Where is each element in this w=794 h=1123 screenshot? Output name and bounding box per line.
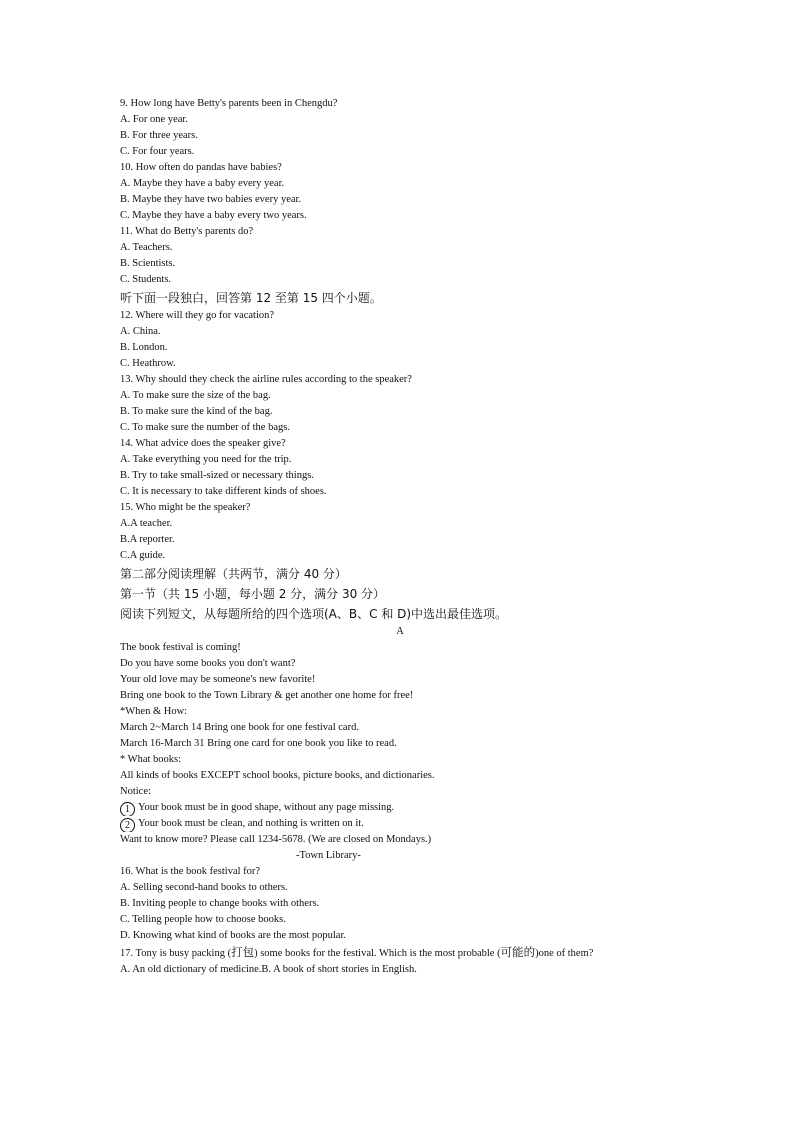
question-14: 14. What advice does the speaker give?	[120, 438, 286, 449]
passage-label: A	[396, 626, 404, 637]
passage-line: All kinds of books EXCEPT school books, picture books, and dictionaries.	[120, 770, 435, 781]
option-11b: B. Scientists.	[120, 258, 176, 269]
notice-item-2	[120, 816, 680, 832]
option-10b: B. Maybe they have two babies every year.	[120, 194, 302, 205]
passage-line: March 16-March 31 Bring one card for one book you like to read.	[120, 738, 397, 749]
passage-line: Notice:	[120, 786, 151, 797]
question-17	[120, 944, 680, 962]
question-13: 13. Why should they check the airline rules according to the speaker?	[120, 374, 412, 385]
option-13c: C. To make sure the number of the bags.	[120, 422, 290, 433]
question-17-text: ) some books for the festival. Which is the most probable (	[254, 948, 501, 959]
option-15a: A.A teacher.	[120, 518, 173, 529]
notice-text: Your book must be in good shape, without any page missing.	[138, 802, 395, 813]
circled-number-1: 1	[120, 802, 135, 816]
question-17-text: 17. Tony is busy packing (	[120, 948, 232, 959]
passage-line: * What books:	[120, 754, 182, 765]
monologue-instruction: 听下面一段独白，回答第 12 至第 15 四个小题。	[120, 291, 382, 305]
passage-line: *When & How:	[120, 706, 188, 717]
gloss-probable: 可能的	[500, 945, 536, 959]
passage-line: The book festival is coming!	[120, 642, 241, 653]
option-14b: B. Try to take small-sized or necessary things.	[120, 470, 314, 481]
option-14a: A. Take everything you need for the trip.	[120, 454, 292, 465]
option-11a: A. Teachers.	[120, 242, 173, 253]
passage-line: Do you have some books you don't want?	[120, 658, 296, 669]
passage-line: Want to know more? Please call 1234-5678. (We are closed on Mondays.)	[120, 834, 432, 845]
question-15: 15. Who might be the speaker?	[120, 502, 251, 513]
option-9a: A. For one year.	[120, 114, 188, 125]
option-16a: A. Selling second-hand books to others.	[120, 882, 288, 893]
option-16c: C. Telling people how to choose books.	[120, 914, 286, 925]
notice-text: Your book must be clean, and nothing is written on it.	[138, 818, 364, 829]
option-16b: B. Inviting people to change books with others.	[120, 898, 320, 909]
option-15b: B.A reporter.	[120, 534, 175, 545]
option-12b: B. London.	[120, 342, 168, 353]
passage-line: March 2~March 14 Bring one book for one festival card.	[120, 722, 359, 733]
option-12a: A. China.	[120, 326, 161, 337]
option-15c: C.A guide.	[120, 550, 166, 561]
question-10: 10. How often do pandas have babies?	[120, 162, 282, 173]
reading-part-title: 第二部分阅读理解（共两节，满分 40 分）	[120, 567, 347, 581]
passage-line: Bring one book to the Town Library & get another one home for free!	[120, 690, 414, 701]
reading-section-title: 第一节（共 15 小题，每小题 2 分，满分 30 分）	[120, 587, 386, 601]
passage-line: Your old love may be someone's new favorite!	[120, 674, 316, 685]
option-9b: B. For three years.	[120, 130, 198, 141]
question-12: 12. Where will they go for vacation?	[120, 310, 275, 321]
option-10c: C. Maybe they have a baby every two years.	[120, 210, 307, 221]
gloss-pack: 打包	[231, 945, 255, 959]
option-10a: A. Maybe they have a baby every year.	[120, 178, 285, 189]
question-17-text: )one of them?	[535, 948, 594, 959]
question-16: 16. What is the book festival for?	[120, 866, 261, 877]
notice-item-1	[120, 800, 680, 816]
passage-signature: -Town Library-	[296, 850, 361, 861]
option-13a: A. To make sure the size of the bag.	[120, 390, 271, 401]
option-12c: C. Heathrow.	[120, 358, 176, 369]
exam-page	[120, 96, 680, 978]
option-13b: B. To make sure the kind of the bag.	[120, 406, 273, 417]
question-9: 9. How long have Betty's parents been in Chengdu?	[120, 98, 338, 109]
option-9c: C. For four years.	[120, 146, 195, 157]
option-11c: C. Students.	[120, 274, 172, 285]
option-17ab: A. An old dictionary of medicine.B. A book of short stories in English.	[120, 964, 417, 975]
reading-instruction: 阅读下列短文，从每题所给的四个选项(A、B、C 和 D)中选出最佳选项。	[120, 607, 508, 621]
option-14c: C. It is necessary to take different kinds of shoes.	[120, 486, 327, 497]
question-11: 11. What do Betty's parents do?	[120, 226, 254, 237]
option-16d: D. Knowing what kind of books are the most popular.	[120, 930, 347, 941]
circled-number-2: 2	[120, 818, 135, 832]
